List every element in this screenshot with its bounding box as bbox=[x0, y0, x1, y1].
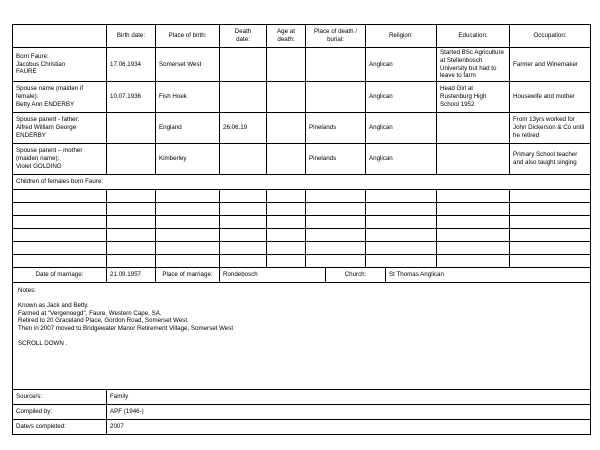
header-occupation: Occupation: bbox=[510, 25, 591, 48]
header-place-death-l2: burial: bbox=[327, 36, 344, 43]
header-birth-date: Birth date: bbox=[107, 25, 156, 48]
header-education: Education: bbox=[437, 25, 510, 48]
marriage-date-value: 21.09.1957 bbox=[107, 268, 156, 283]
notes-label: Notes: bbox=[18, 287, 36, 294]
compiled-by-value: APF (1946-) bbox=[107, 405, 591, 420]
notes-cell bbox=[13, 283, 591, 390]
label-line: Spouse parent - father: bbox=[16, 116, 80, 124]
place-of-death-cell: Pinelands bbox=[306, 144, 366, 175]
source-label: Source/s: bbox=[13, 390, 107, 405]
religion-cell: Anglican bbox=[366, 144, 437, 175]
age-at-death-cell bbox=[267, 113, 306, 144]
header-age-l1: Age at bbox=[277, 28, 295, 36]
label-line: Born Faure: bbox=[16, 52, 49, 60]
church-value: St Thomas Anglican bbox=[386, 268, 591, 283]
place-of-death-cell bbox=[306, 82, 366, 113]
education-cell bbox=[437, 144, 510, 175]
scroll-down-text: SCROLL DOWN . bbox=[18, 339, 68, 347]
person-row-spouse-mother bbox=[13, 144, 591, 175]
birth-date-cell: 10.07.1936 bbox=[107, 82, 156, 113]
education-cell bbox=[437, 113, 510, 144]
children-header-row bbox=[13, 175, 591, 190]
child-row bbox=[13, 229, 591, 242]
marriage-date-label: Date of marriage: bbox=[13, 268, 107, 283]
person-label bbox=[13, 82, 107, 113]
person-row-spouse bbox=[13, 82, 591, 113]
notes-line: Farmed at "Vergenoegd", Faure, Western Cape, SA. bbox=[18, 309, 162, 317]
date-completed-label: Date/s completed: bbox=[13, 420, 107, 435]
header-death-date-l1: Death bbox=[234, 28, 252, 36]
date-completed-row bbox=[13, 420, 591, 435]
child-row bbox=[13, 216, 591, 229]
notes-line: Known as Jack and Betty. bbox=[18, 301, 89, 309]
place-of-death-cell bbox=[306, 48, 366, 82]
death-date-cell bbox=[220, 48, 267, 82]
death-date-cell bbox=[220, 82, 267, 113]
source-value: Family bbox=[107, 390, 591, 405]
compiled-by-label: Compiled by: bbox=[13, 405, 107, 420]
family-record-sheet bbox=[12, 24, 590, 435]
age-at-death-cell bbox=[267, 144, 306, 175]
header-place-of-death bbox=[306, 25, 366, 48]
place-of-birth-cell: Fish Hoek bbox=[156, 82, 220, 113]
header-row bbox=[13, 25, 591, 48]
header-death-date-l2: date: bbox=[236, 36, 250, 43]
label-line: female): bbox=[16, 93, 39, 101]
label-line: Spouse parent – mother bbox=[16, 147, 83, 155]
header-age-l2: death: bbox=[277, 36, 295, 43]
label-line: Betty Ann ENDERBY bbox=[16, 100, 75, 108]
person-label bbox=[13, 48, 107, 82]
person-label bbox=[13, 113, 107, 144]
death-date-cell: 26.06.19 bbox=[220, 113, 267, 144]
education-cell: Started BSc Agriculture at Stellenbosch University but had to leave to farm bbox=[437, 48, 510, 82]
compiled-by-row bbox=[13, 405, 591, 420]
occupation-cell: Primary School teacher and also taught singing bbox=[510, 144, 591, 175]
occupation-cell: Farmer and Winemaker bbox=[510, 48, 591, 82]
header-religion: Religion: bbox=[366, 25, 437, 48]
child-row bbox=[13, 242, 591, 255]
place-of-birth-cell: England bbox=[156, 113, 220, 144]
church-label: Church: bbox=[326, 268, 386, 283]
label-line: Spouse name (maiden if bbox=[16, 85, 84, 93]
age-at-death-cell bbox=[267, 48, 306, 82]
person-label bbox=[13, 144, 107, 175]
notes-row bbox=[13, 283, 591, 390]
marriage-table bbox=[12, 267, 591, 390]
header-place-of-birth: Place of birth: bbox=[156, 25, 220, 48]
birth-date-cell: 17.06.1934 bbox=[107, 48, 156, 82]
marriage-row bbox=[13, 268, 591, 283]
occupation-cell: From 13yrs worked for John Dickerson & Co until he retired bbox=[510, 113, 591, 144]
header-blank bbox=[13, 25, 107, 48]
date-completed-value: 2007 bbox=[107, 420, 591, 435]
age-at-death-cell bbox=[267, 82, 306, 113]
death-date-cell bbox=[220, 144, 267, 175]
marriage-place-label: Place of marriage: bbox=[156, 268, 220, 283]
education-cell: Head Girl at Rustenburg High School 1952 bbox=[437, 82, 510, 113]
label-line: Jacobus Christian bbox=[16, 60, 66, 68]
marriage-place-value: Rondebosch bbox=[220, 268, 326, 283]
children-label: Children of females born Faure: bbox=[13, 175, 591, 190]
child-row bbox=[13, 190, 591, 203]
person-row-spouse-father bbox=[13, 113, 591, 144]
place-of-birth-cell: Kimberley bbox=[156, 144, 220, 175]
source-row bbox=[13, 390, 591, 405]
person-row-born-faure bbox=[13, 48, 591, 82]
header-age-at-death bbox=[267, 25, 306, 48]
place-of-birth-cell: Somerset West bbox=[156, 48, 220, 82]
notes-line: Retired to 20 Graceland Place, Gordon Road, Somerset West. bbox=[18, 317, 189, 325]
place-of-death-cell: Pinelands bbox=[306, 113, 366, 144]
label-line: Violet GOLDING bbox=[16, 162, 62, 170]
notes-line: Then in 2007 moved to Bridgewater Manor Retirement Village, Somerset West bbox=[18, 325, 234, 332]
label-line: (maiden name): bbox=[16, 155, 60, 163]
header-place-death-l1: Place of death / bbox=[314, 28, 357, 36]
religion-cell: Anglican bbox=[366, 113, 437, 144]
child-row bbox=[13, 255, 591, 268]
label-line: FAURE bbox=[16, 68, 37, 76]
birth-date-cell bbox=[107, 113, 156, 144]
label-line: ENDERBY bbox=[16, 131, 46, 139]
religion-cell: Anglican bbox=[366, 82, 437, 113]
child-row bbox=[13, 203, 591, 216]
source-table bbox=[12, 389, 591, 435]
header-death-date bbox=[220, 25, 267, 48]
person-table bbox=[12, 24, 591, 268]
birth-date-cell bbox=[107, 144, 156, 175]
occupation-cell: Housewife and mother bbox=[510, 82, 591, 113]
religion-cell: Anglican bbox=[366, 48, 437, 82]
label-line: Alfred William George bbox=[16, 124, 77, 132]
